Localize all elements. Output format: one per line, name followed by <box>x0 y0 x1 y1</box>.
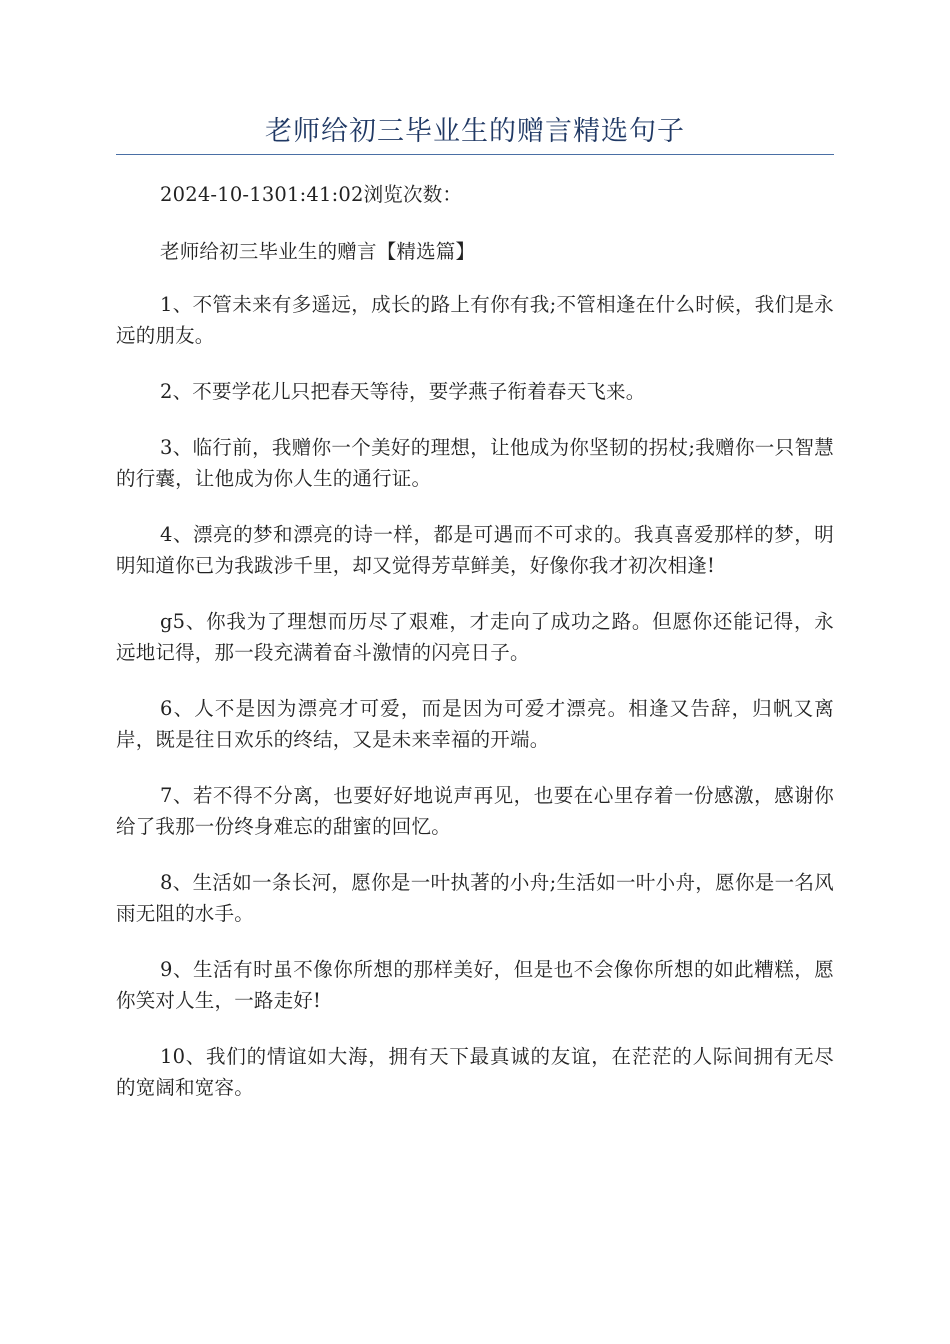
quote-paragraph: g5、你我为了理想而历尽了艰难，才走向了成功之路。但愿你还能记得，永远地记得，那一段充满着奋斗激情的闪亮日子。 <box>116 610 834 664</box>
title-divider <box>116 154 834 155</box>
quote-paragraph: 6、人不是因为漂亮才可爱，而是因为可爱才漂亮。相逢又告辞，归帆又离岸，既是往日欢乐的终结，又是未来幸福的开端。 <box>116 697 834 751</box>
quote-paragraph: 3、临行前，我赠你一个美好的理想，让他成为你坚韧的拐杖;我赠你一只智慧的行囊，让他成为你人生的通行证。 <box>116 436 834 490</box>
quote-paragraph: 7、若不得不分离，也要好好地说声再见，也要在心里存着一份感激，感谢你给了我那一份终身难忘的甜蜜的回忆。 <box>116 784 834 838</box>
quote-paragraph: 10、我们的情谊如大海，拥有天下最真诚的友谊，在茫茫的人际间拥有无尽的宽阔和宽容。 <box>116 1045 834 1099</box>
quote-list <box>116 289 834 1103</box>
document-page <box>116 0 834 1128</box>
quote-paragraph: 9、生活有时虽不像你所想的那样美好，但是也不会像你所想的如此糟糕，愿你笑对人生，一路走好! <box>116 958 834 1012</box>
section-heading: 老师给初三毕业生的赠言【精选篇】 <box>160 240 476 263</box>
date-views-line: 2024-10-1301:41:02浏览次数： <box>160 183 463 206</box>
quote-paragraph: 2、不要学花儿只把春天等待，要学燕子衔着春天飞来。 <box>160 380 646 403</box>
quote-paragraph: 4、漂亮的梦和漂亮的诗一样，都是可遇而不可求的。我真喜爱那样的梦，明明知道你已为我跋涉千里，却又觉得芳草鲜美，好像你我才初次相逢! <box>116 523 834 577</box>
quote-paragraph: 1、不管未来有多遥远，成长的路上有你有我;不管相逢在什么时候，我们是永远的朋友。 <box>116 293 834 347</box>
quote-paragraph: 8、生活如一条长河，愿你是一叶执著的小舟;生活如一叶小舟，愿你是一名风雨无阻的水手。 <box>116 871 834 925</box>
page-title: 老师给初三毕业生的赠言精选句子 <box>265 116 685 147</box>
